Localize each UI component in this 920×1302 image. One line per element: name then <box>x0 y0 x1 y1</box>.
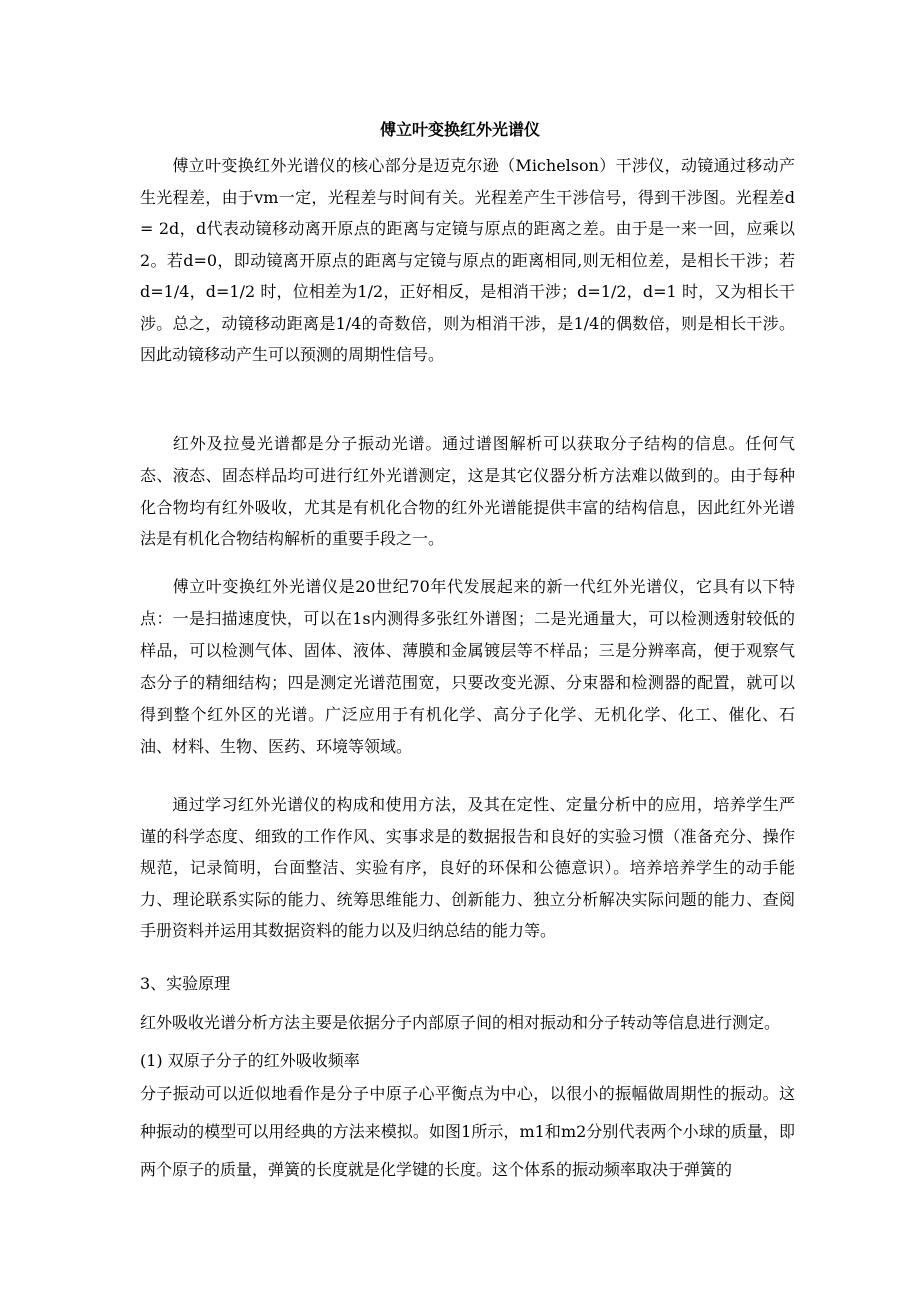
paragraph-text: 通过学习红外光谱仪的构成和使用方法，及其在定性、定量分析中的应用，培养学生严谨的科学态度、细致的工作作风、实事求是的数据报告和良好的实验习惯（准备充分、操作规范，记录简明，台面整洁、实验有序，良好的环保和公德意识）。培养培养学生的动手能力、理论联系实际的能力、统筹思维能力、创新能力、独立分析解决实际问题的能力、查阅手册资料并运用其数据资料的能力以及归纳总结的能力等。 <box>140 795 795 940</box>
paragraph-ftir-features <box>140 571 795 763</box>
paragraph-text: 傅立叶变换红外光谱仪是20世纪70年代发展起来的新一代红外光谱仪，它具有以下特点：一是扫描速度快，可以在1s内测得多张红外谱图；二是光通量大，可以检测透射较低的样品，可以检测气体、固体、液体、薄膜和金属镀层等不样品；三是分辨率高，便于观察气态分子的精细结构；四是测定光谱范围宽，只要改变光源、分束器和检测器的配置，就可以得到整个红外区的光谱。广泛应用于有机化学、高分子化学、无机化学、化工、催化、石油、材料、生物、医药、环境等领域。 <box>140 577 795 756</box>
section-heading: 3、实验原理 <box>140 974 231 993</box>
document-title: 傅立叶变换红外光谱仪 <box>379 120 540 139</box>
paragraph-michelson <box>140 150 795 371</box>
paragraph-infrared-raman <box>140 428 795 555</box>
paragraph-learning-goals <box>140 789 795 947</box>
subsection-heading: (1) 双原子分子的红外吸收频率 <box>140 1051 360 1070</box>
section-intro: 红外吸收光谱分析方法主要是依据分子内部原子间的相对振动和分子转动等信息进行测定。 <box>140 1013 781 1032</box>
paragraph-text: 红外及拉曼光谱都是分子振动光谱。通过谱图解析可以获取分子结构的信息。任何气态、液态、固态样品均可进行红外光谱测定，这是其它仪器分析方法难以做到的。由于每种化合物均有红外吸收，尤其是有机化合物的红外光谱能提供丰富的结构信息，因此红外光谱法是有机化合物结构解析的重要手段之一。 <box>140 434 795 549</box>
paragraph-diatomic: 分子振动可以近似地看作是分子中原子心平衡点为中心，以很小的振幅做周期性的振动。这种振动的模型可以用经典的方法来模拟。如图1所示，m1和m2分别代表两个小球的质量，即两个原子的质量，弹簧的长度就是化学键的长度。这个体系的振动频率取决于弹簧的 <box>140 1084 795 1179</box>
paragraph-text: 傅立叶变换红外光谱仪的核心部分是迈克尔逊（Michelson）干涉仪，动镜通过移动产生光程差，由于vm一定，光程差与时间有关。光程差产生干涉信号，得到干涉图。光程差d = 2d，d代表动镜移动离开原点的距离与定镜与原点的距离之差。由于是一来一回，应乘以2。若d=0，即动镜离开原点的距离与定镜与原点的距离相同,则无相位差，是相长干涉；若d=1/4，d=1/2 时，位相差为1/2，正好相反，是相消干涉；d=1/2，d=1 时，又为相长干涉。总之，动镜移动距离是1/4的奇数倍，则为相消干涉，是1/4的偶数倍，则是相长干涉。因此动镜移动产生可以预测的周期性信号。 <box>140 156 795 364</box>
